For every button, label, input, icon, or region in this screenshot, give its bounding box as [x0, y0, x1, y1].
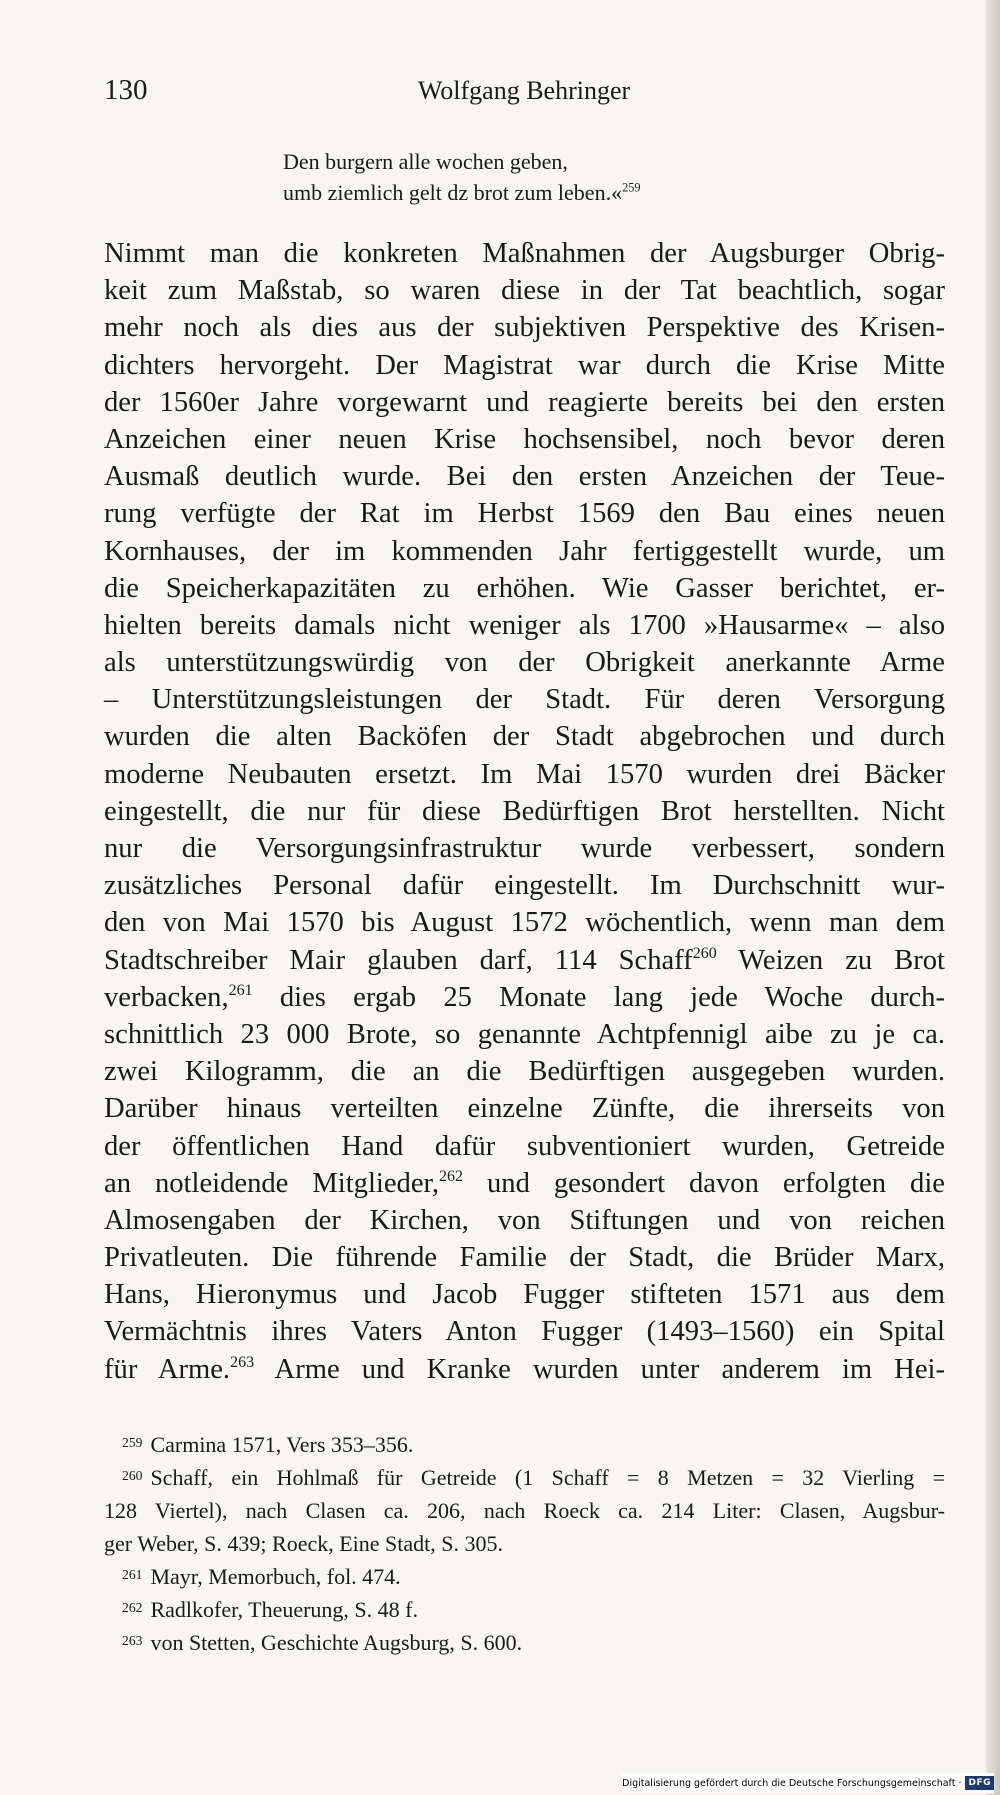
footnote-ref: 263: [230, 1353, 255, 1371]
text-line: moderne Neubauten ersetzt. Im Mai 1570 wurden drei Bäcker: [104, 758, 945, 790]
footnote-ref: 261: [228, 981, 253, 999]
text-line: nur die Versorgungsinfrastruktur wurde verbessert, sondern: [104, 833, 945, 864]
text-line: – Unterstützungsleistungen der Stadt. Für deren Versorgung: [104, 684, 945, 716]
verse-line-text: umb ziemlich gelt dz brot zum leben.«: [283, 180, 623, 205]
footnote-number: 260: [122, 1468, 143, 1484]
text-line: Almosengaben der Kirchen, von Stiftungen und von reichen: [104, 1204, 945, 1236]
text-segment: verbacken,: [104, 981, 229, 1013]
text-line: Kornhauses, der im kommenden Jahr fertiggestellt wurde, um: [104, 535, 945, 567]
text-line: der öffentlichen Hand dafür subventioniert wurden, Getreide: [104, 1130, 945, 1162]
text-line: Darüber hinaus verteilten einzelne Zünfte, die ihrerseits von: [104, 1093, 945, 1125]
body-text: [104, 235, 945, 1388]
footnote-number: 263: [122, 1633, 143, 1649]
text-line: rung verfügte der Rat im Herbst 1569 den Bau eines neuen: [104, 498, 945, 530]
text-line: eingestellt, die nur für diese Bedürftigen Brot herstellten. Nicht: [104, 795, 945, 827]
text-line: dichters hervorgeht. Der Magistrat war durch die Krise Mitte: [104, 349, 945, 381]
footnote: [104, 1626, 945, 1659]
text-line: [104, 1165, 945, 1202]
verse-line: [283, 177, 903, 208]
text-line: die Speicherkapazitäten zu erhöhen. Wie Gasser berichtet, er-: [104, 572, 945, 604]
footnote-ref: 260: [692, 944, 717, 962]
text-line: wurden die alten Backöfen der Stadt abgebrochen und durch: [104, 721, 945, 753]
footnote-continuation: 128 Viertel), nach Clasen ca. 206, nach Roeck ca. 214 Liter: Clasen, Augsbur-: [104, 1498, 945, 1523]
text-segment: für Arme.: [104, 1353, 231, 1385]
text-segment: Stadtschreiber Mair glauben darf, 114 Schaff: [104, 944, 693, 976]
footnote-number: 262: [122, 1600, 143, 1616]
text-line: zwei Kilogramm, die an die Bedürftigen ausgegeben wurden.: [104, 1056, 945, 1088]
footnotes: [104, 1428, 945, 1659]
text-line: den von Mai 1570 bis August 1572 wöchentlich, wenn man dem: [104, 907, 945, 939]
footnote-text: Radlkofer, Theuerung, S. 48 f.: [150, 1597, 418, 1622]
dfg-logo-icon: DFG: [965, 1776, 994, 1790]
text-segment: Arme und Kranke wurden unter anderem im Hei-: [254, 1353, 945, 1385]
footnote-ref: 259: [622, 180, 641, 195]
text-line: als unterstützungswürdig von der Obrigkeit anerkannte Arme: [104, 647, 945, 679]
footnote-text: von Stetten, Geschichte Augsburg, S. 600.: [150, 1630, 523, 1655]
text-line: mehr noch als dies aus der subjektiven Perspektive des Krisen-: [104, 312, 945, 344]
footnote: [104, 1560, 945, 1593]
footnote-number: 259: [122, 1435, 143, 1451]
footnote-text: Mayr, Memorbuch, fol. 474.: [150, 1564, 401, 1589]
footnote-ref: 262: [439, 1167, 464, 1185]
text-line: Hans, Hieronymus und Jacob Fugger stifteten 1571 aus dem: [104, 1279, 945, 1311]
verse-line: Den burgern alle wochen geben,: [283, 149, 568, 174]
footnote: [104, 1428, 945, 1461]
text-line: Nimmt man die konkreten Maßnahmen der Augsburger Obrig-: [104, 238, 945, 269]
page-number: 130: [104, 74, 148, 106]
verse-quote: [283, 146, 903, 208]
footnote: [104, 1461, 945, 1494]
credit-text: Digitalisierung gefördert durch die Deutsche Forschungsgemeinschaft ·: [622, 1777, 962, 1789]
footnote-text: Schaff, ein Hohlmaß für Getreide (1 Schaff = 8 Metzen = 32 Vierling =: [150, 1465, 945, 1490]
text-line: [104, 1351, 945, 1388]
footnote-number: 261: [122, 1567, 143, 1583]
text-line: [104, 942, 945, 979]
footnote-text: Carmina 1571, Vers 353–356.: [150, 1432, 414, 1457]
text-segment: dies ergab 25 Monate lang jede Woche durch-: [252, 981, 945, 1013]
text-line: Vermächtnis ihres Vaters Anton Fugger (1493–1560) ein Spital: [104, 1316, 945, 1348]
text-segment: und gesondert davon erfolgten die: [463, 1167, 945, 1199]
text-segment: an notleidende Mitglieder,: [104, 1167, 440, 1199]
text-line: der 1560er Jahre vorgewarnt und reagierte bereits bei den ersten: [104, 386, 945, 418]
text-line: hielten bereits damals nicht weniger als 1700 »Hausarme« – also: [104, 609, 945, 641]
text-line: Privatleuten. Die führende Familie der Stadt, die Brüder Marx,: [104, 1242, 945, 1274]
text-line: Ausmaß deutlich wurde. Bei den ersten Anzeichen der Teue-: [104, 461, 945, 493]
page-edge: [986, 0, 1000, 1795]
text-segment: Weizen zu Brot: [716, 944, 945, 976]
running-head-author: Wolfgang Behringer: [417, 76, 631, 105]
running-head: [104, 74, 944, 114]
text-line: keit zum Maßstab, so waren diese in der Tat beachtlich, sogar: [104, 275, 945, 307]
text-line: Anzeichen einer neuen Krise hochsensibel, noch bevor deren: [104, 423, 945, 455]
digitization-credit: [622, 1773, 994, 1793]
footnote-continuation: ger Weber, S. 439; Roeck, Eine Stadt, S. 305.: [104, 1531, 503, 1556]
footnote: [104, 1593, 945, 1626]
text-line: schnittlich 23 000 Brote, so genannte Achtpfennigl aibe zu je ca.: [104, 1018, 945, 1050]
text-line: [104, 979, 945, 1016]
text-line: zusätzliches Personal dafür eingestellt. Im Durchschnitt wur-: [104, 870, 945, 902]
